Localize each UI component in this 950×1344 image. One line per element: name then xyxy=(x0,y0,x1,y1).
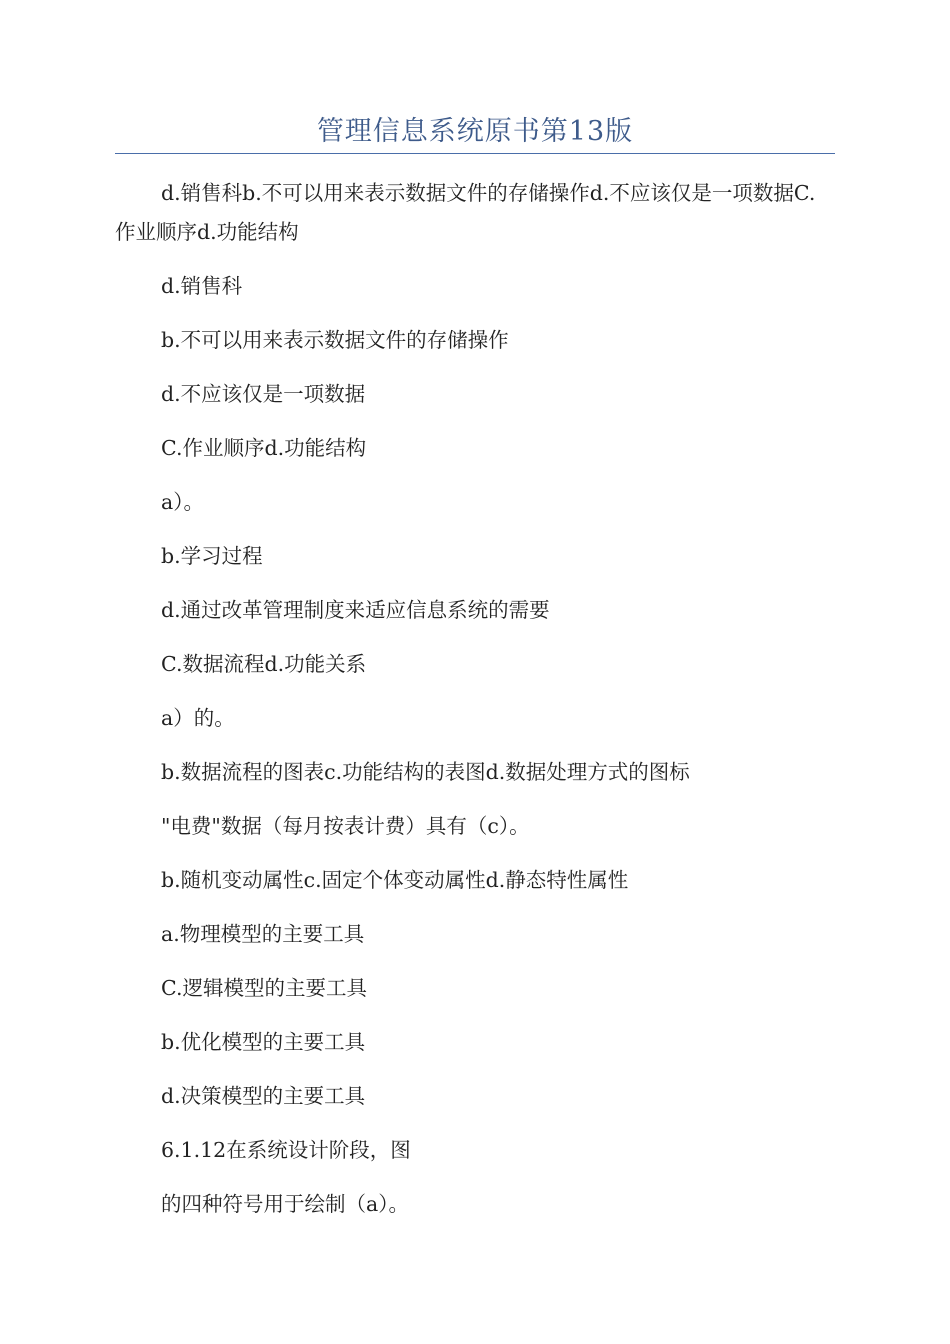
paragraph: 的四种符号用于绘制（a）。 xyxy=(161,1192,409,1216)
paragraph: b.学习过程 xyxy=(161,544,263,568)
paragraph: d.销售科 xyxy=(161,274,243,298)
paragraph: d.不应该仅是一项数据 xyxy=(161,382,366,406)
paragraph: d.通过改革管理制度来适应信息系统的需要 xyxy=(161,598,550,622)
paragraph: b.优化模型的主要工具 xyxy=(161,1030,366,1054)
title-underline xyxy=(115,153,835,154)
paragraph: a）。 xyxy=(161,490,204,514)
document-body xyxy=(115,174,835,1239)
paragraph: C.作业顺序d.功能结构 xyxy=(161,436,367,460)
document-title: 管理信息系统原书第13版 xyxy=(316,116,634,147)
paragraph: b.随机变动属性c.固定个体变动属性d.静态特性属性 xyxy=(161,868,629,892)
paragraph: C.逻辑模型的主要工具 xyxy=(161,976,367,1000)
paragraph: d.决策模型的主要工具 xyxy=(161,1084,366,1108)
paragraph: b.不可以用来表示数据文件的存储操作 xyxy=(161,328,509,352)
paragraph: a）的。 xyxy=(161,706,235,730)
paragraph: "电费"数据（每月按表计费）具有（c）。 xyxy=(161,814,530,838)
paragraph: 6.1.12在系统设计阶段，图 xyxy=(161,1138,411,1162)
paragraph: a.物理模型的主要工具 xyxy=(161,922,365,946)
paragraph: d.销售科b.不可以用来表示数据文件的存储操作d.不应该仅是一项数据C.作业顺序d.功能结构 xyxy=(115,181,816,244)
paragraph: b.数据流程的图表c.功能结构的表图d.数据处理方式的图标 xyxy=(161,760,690,784)
paragraph: C.数据流程d.功能关系 xyxy=(161,652,367,676)
